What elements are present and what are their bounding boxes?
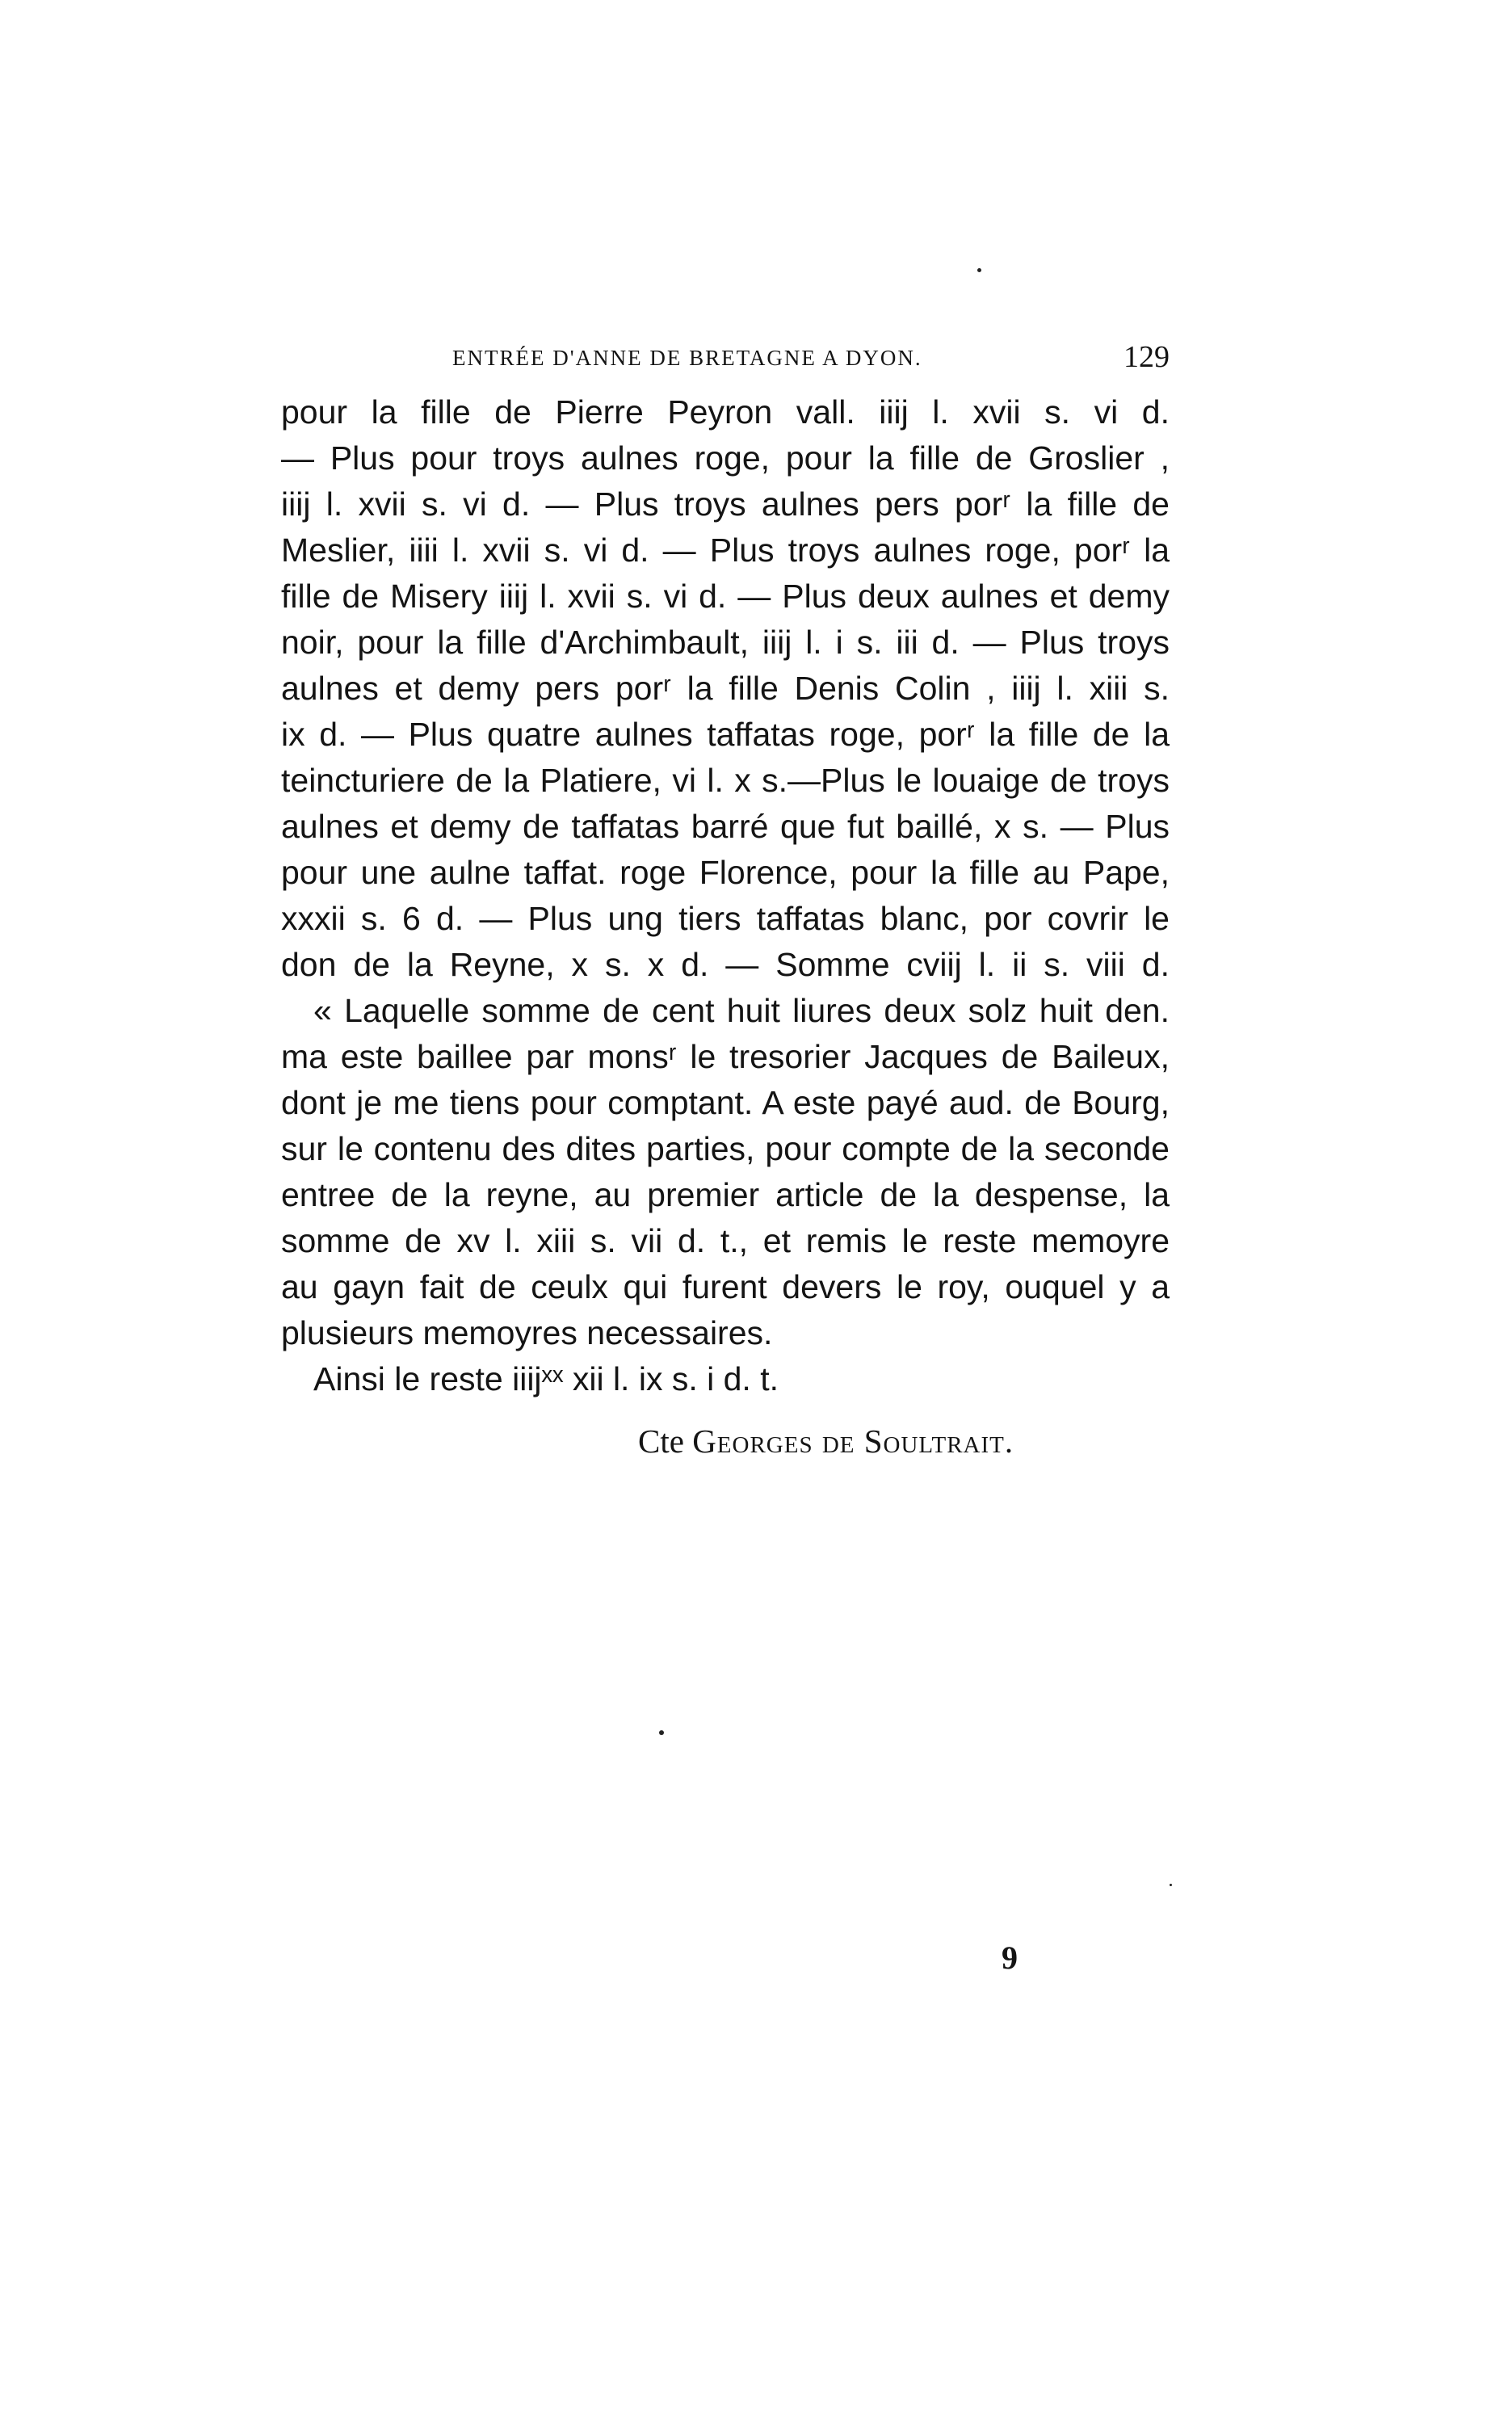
- running-title: ENTRÉE D'ANNE DE BRETAGNE A DYON.: [452, 346, 922, 370]
- text-line: ma este baillee par monsʳ le tresorier Jacques de Baileux,: [281, 1038, 1170, 1075]
- ink-speck: [659, 1730, 664, 1735]
- ink-speck: [1170, 1884, 1172, 1886]
- text-line: noir, pour la fille d'Archimbault, iiij l. i s. iii d. — Plus troys: [281, 624, 1170, 661]
- text-line: Ainsi le reste iiijˣˣ xii l. ix s. i d. t.: [313, 1360, 779, 1397]
- signature-mark: 9: [1002, 1939, 1018, 1976]
- signature-name: Georges de Soultrait.: [692, 1423, 1014, 1460]
- text-line: Meslier, iiii l. xvii s. vi d. — Plus troys aulnes roge, porʳ la: [281, 532, 1170, 569]
- text-line: pour la fille de Pierre Peyron vall. iiij l. xvii s. vi d.: [281, 393, 1170, 431]
- text-line: dont je me tiens pour comptant. A este payé aud. de Bourg,: [281, 1084, 1170, 1121]
- text-line: entree de la reyne, au premier article de la despense, la: [281, 1176, 1170, 1213]
- text-line: fille de Misery iiij l. xvii s. vi d. — Plus deux aulnes et demy: [281, 578, 1170, 615]
- running-head: [281, 339, 1170, 380]
- signature: [638, 1422, 1014, 1460]
- text-line: aulnes et demy pers porʳ la fille Denis Colin , iiij l. xiii s.: [281, 670, 1170, 707]
- text-line: teincturiere de la Platiere, vi l. x s.—Plus le louaige de troys: [281, 762, 1170, 799]
- text-line: ix d. — Plus quatre aulnes taffatas roge, porʳ la fille de la: [281, 716, 1170, 753]
- text-line: sur le contenu des dites parties, pour compte de la seconde: [281, 1130, 1170, 1167]
- page-number: 129: [1124, 340, 1170, 374]
- ink-speck: [977, 268, 981, 272]
- text-line: — Plus pour troys aulnes roge, pour la fille de Groslier ,: [281, 439, 1170, 477]
- text-line: somme de xv l. xiii s. vii d. t., et remis le reste memoyre: [281, 1222, 1170, 1259]
- text-line: iiij l. xvii s. vi d. — Plus troys aulnes pers porʳ la fille de: [281, 485, 1170, 523]
- text-line: don de la Reyne, x s. x d. — Somme cviij l. ii s. viii d.: [281, 946, 1170, 983]
- text-line: plusieurs memoyres necessaires.: [281, 1314, 773, 1351]
- text-line: « Laquelle somme de cent huit liures deux solz huit den.: [313, 992, 1170, 1029]
- text-line: au gayn fait de ceulx qui furent devers le roy, ouquel y a: [281, 1268, 1170, 1305]
- signature-prefix: Cte: [638, 1423, 684, 1460]
- body-text: [281, 389, 1170, 1402]
- text-line: aulnes et demy de taffatas barré que fut baillé, x s. — Plus: [281, 808, 1170, 845]
- text-line: xxxii s. 6 d. — Plus ung tiers taffatas blanc, por covrir le: [281, 900, 1170, 937]
- text-line: pour une aulne taffat. roge Florence, pour la fille au Pape,: [281, 854, 1170, 891]
